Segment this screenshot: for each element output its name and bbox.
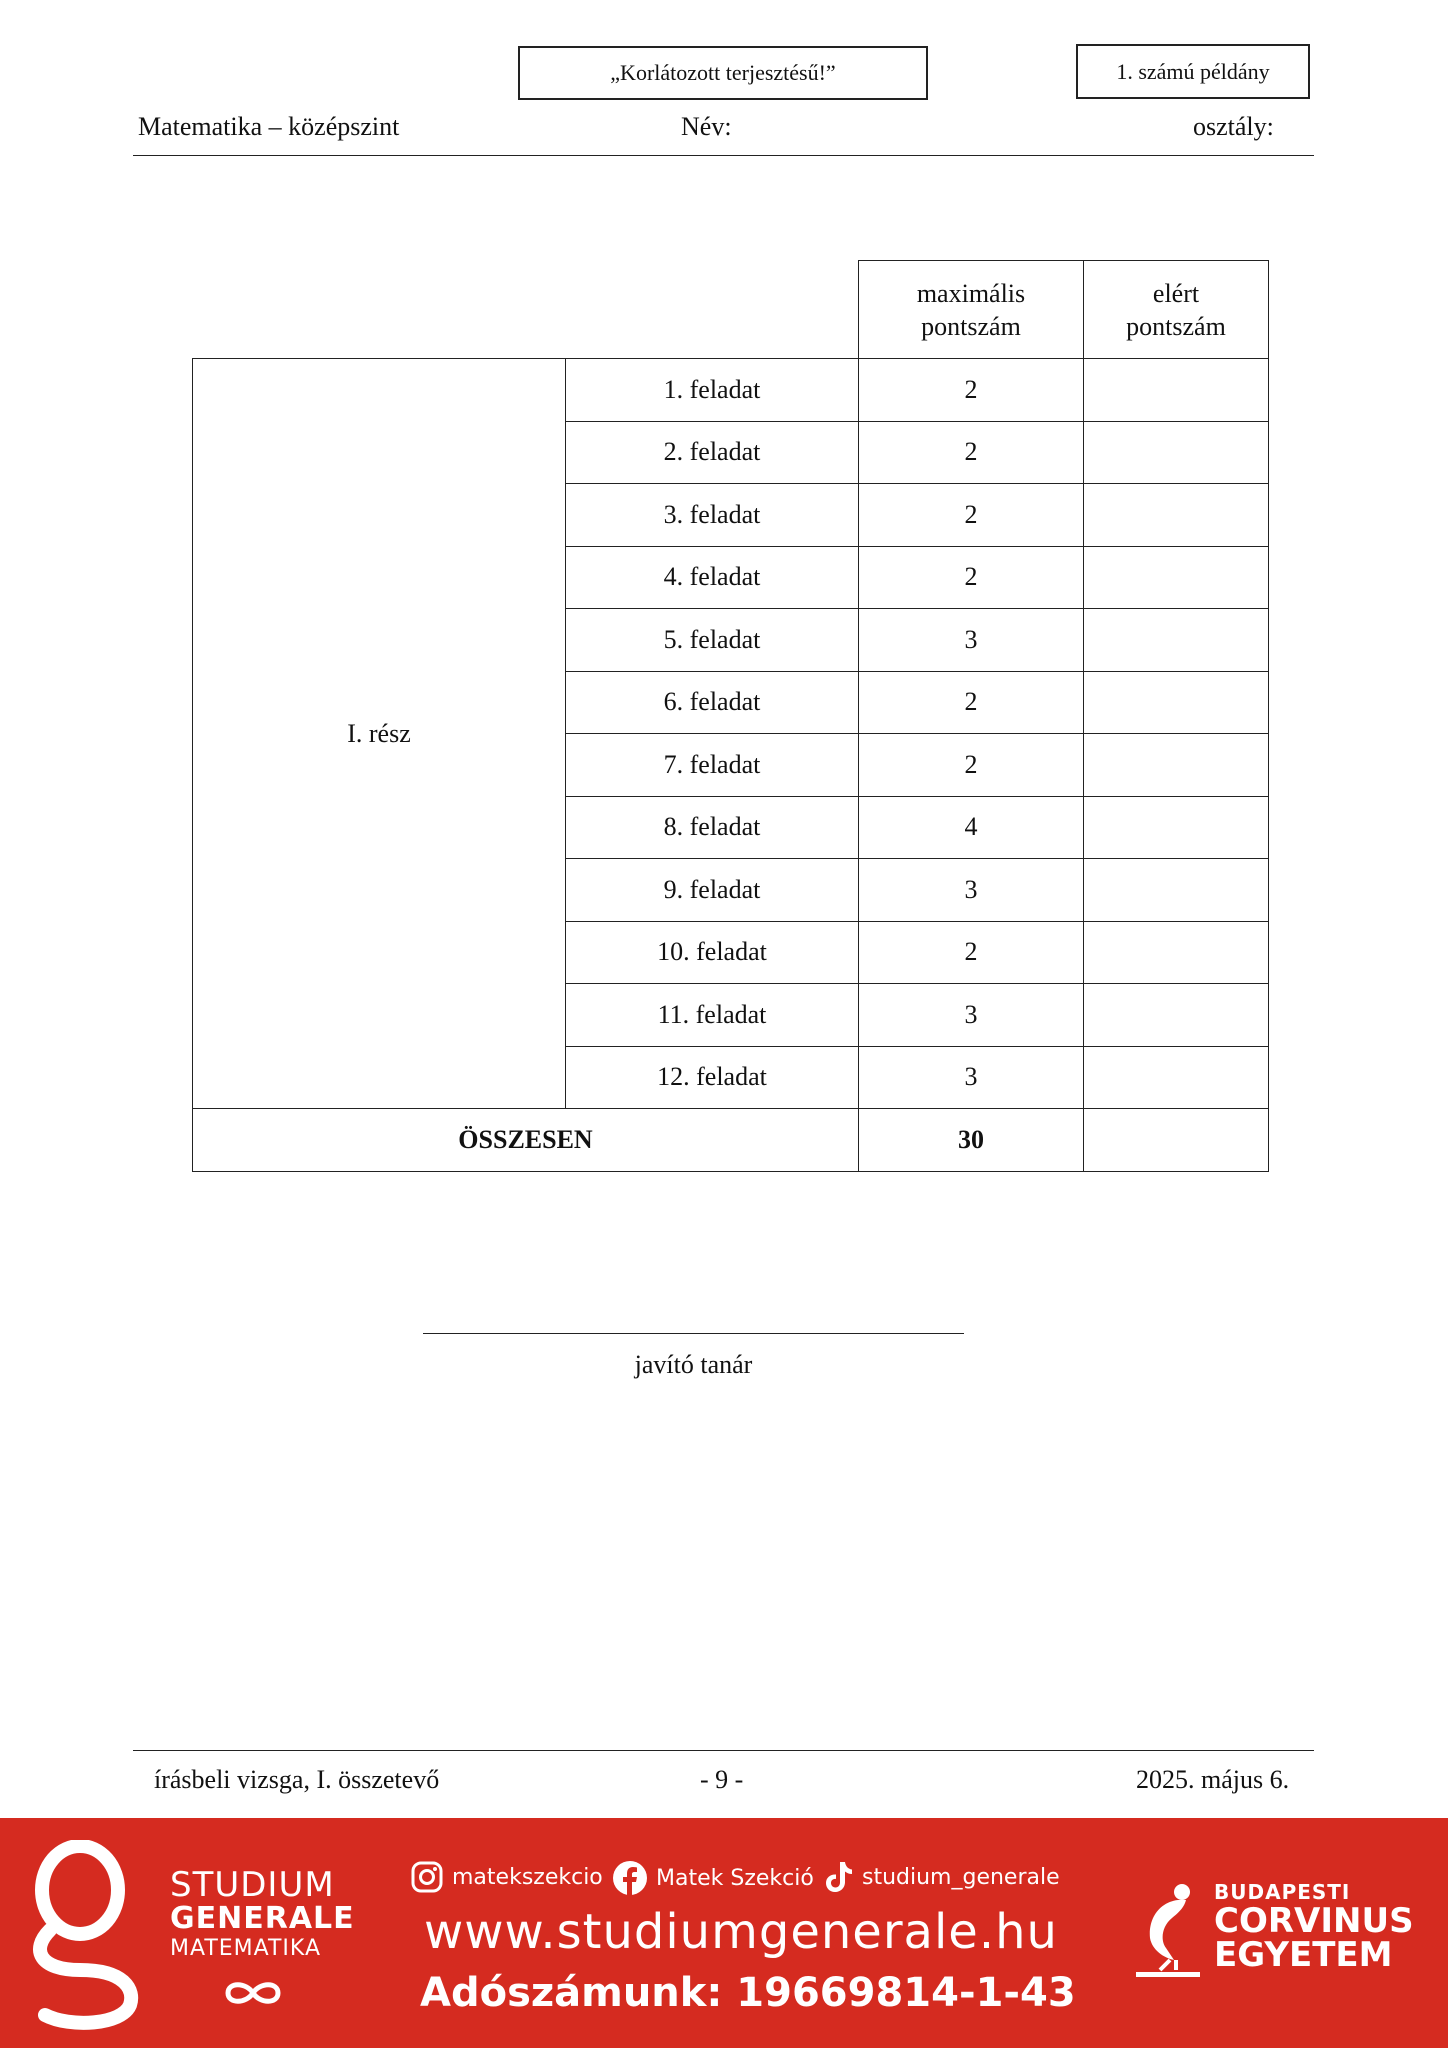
achieved-points-cell[interactable] [1084, 484, 1269, 547]
max-points-cell: 3 [859, 1046, 1084, 1109]
instagram-handle: matekszekcio [452, 1864, 603, 1890]
corvinus-line-corvinus: CORVINUS [1214, 1901, 1414, 1941]
task-label-cell: 3. feladat [566, 484, 859, 547]
max-points-cell: 3 [859, 609, 1084, 672]
class-label: osztály: [1193, 112, 1274, 141]
signature-line [423, 1333, 964, 1334]
task-label-cell: 1. feladat [566, 359, 859, 422]
infinity-icon [222, 1978, 284, 2008]
achieved-points-cell[interactable] [1084, 984, 1269, 1047]
max-points-cell: 2 [859, 359, 1084, 422]
section-label-cell: I. rész [193, 359, 566, 1109]
subject-label: Matematika – középszint [138, 112, 400, 141]
achieved-points-cell[interactable] [1084, 546, 1269, 609]
max-points-cell: 4 [859, 796, 1084, 859]
achieved-points-header-line2: pontszám [1126, 311, 1226, 341]
website-link[interactable]: www.studiumgenerale.hu [424, 1904, 1058, 1960]
max-points-cell: 2 [859, 421, 1084, 484]
name-label: Név: [681, 112, 732, 141]
wordmark-line-generale: GENERALE [170, 1901, 355, 1936]
achieved-points-cell[interactable] [1084, 859, 1269, 922]
achieved-points-cell[interactable] [1084, 421, 1269, 484]
max-points-cell: 2 [859, 671, 1084, 734]
achieved-points-cell[interactable] [1084, 609, 1269, 672]
achieved-points-cell[interactable] [1084, 796, 1269, 859]
restricted-distribution-label: „Korlátozott terjesztésű!” [610, 60, 836, 85]
max-points-cell: 2 [859, 921, 1084, 984]
task-label-cell: 9. feladat [566, 859, 859, 922]
max-points-header-line2: pontszám [921, 311, 1021, 341]
footer-date: 2025. május 6. [1136, 1765, 1290, 1794]
max-points-cell: 3 [859, 984, 1084, 1047]
achieved-points-cell[interactable] [1084, 734, 1269, 797]
corvinus-line-egyetem: EGYETEM [1214, 1935, 1393, 1975]
task-label-cell: 11. feladat [566, 984, 859, 1047]
total-label-cell: ÖSSZESEN [193, 1109, 859, 1172]
score-table [192, 260, 1269, 1172]
studium-generale-g-logo-icon [30, 1840, 140, 2030]
achieved-points-cell[interactable] [1084, 921, 1269, 984]
achieved-points-header [1084, 261, 1269, 359]
sponsor-banner [0, 1818, 1448, 2048]
tiktok-handle: studium_generale [862, 1864, 1060, 1890]
facebook-handle: Matek Szekció [656, 1865, 814, 1891]
total-achieved-cell[interactable] [1084, 1109, 1269, 1172]
task-label-cell: 2. feladat [566, 421, 859, 484]
facebook-icon [612, 1860, 648, 1896]
task-label-cell: 5. feladat [566, 609, 859, 672]
social-tiktok[interactable] [824, 1860, 1060, 1894]
total-row [193, 1109, 1269, 1172]
max-points-cell: 3 [859, 859, 1084, 922]
social-facebook[interactable] [612, 1860, 814, 1896]
social-instagram[interactable] [410, 1860, 603, 1894]
table-header-blank [193, 261, 859, 359]
wordmark-line-studium: STUDIUM [170, 1865, 335, 1905]
corvinus-wordmark [1214, 1880, 1414, 1975]
task-label-cell: 8. feladat [566, 796, 859, 859]
task-label-cell: 10. feladat [566, 921, 859, 984]
corvinus-raven-logo-icon [1130, 1878, 1206, 1978]
task-label-cell: 4. feladat [566, 546, 859, 609]
copy-number-label: 1. számú példány [1116, 58, 1270, 84]
task-label-cell: 7. feladat [566, 734, 859, 797]
wordmark-line-matematika: MATEMATIKA [170, 1936, 322, 1961]
achieved-points-header-line1: elért [1152, 278, 1200, 308]
max-points-cell: 2 [859, 484, 1084, 547]
footer-page-number: - 9 - [700, 1765, 744, 1794]
table-header-row [193, 261, 1269, 359]
task-label-cell: 12. feladat [566, 1046, 859, 1109]
achieved-points-cell[interactable] [1084, 671, 1269, 734]
copy-number-box [1076, 44, 1310, 99]
instagram-icon [410, 1860, 444, 1894]
tax-id-label: Adószámunk: 19669814-1-43 [420, 1970, 1076, 2016]
max-points-header [859, 261, 1084, 359]
corvinus-line-budapesti: BUDAPESTI [1214, 1880, 1351, 1904]
total-max-cell: 30 [859, 1109, 1084, 1172]
task-label-cell: 6. feladat [566, 671, 859, 734]
restricted-distribution-box [518, 46, 928, 100]
grader-label: javító tanár [634, 1350, 753, 1379]
max-points-cell: 2 [859, 546, 1084, 609]
max-points-cell: 2 [859, 734, 1084, 797]
footer-exam-part: írásbeli vizsga, I. összetevő [154, 1765, 440, 1794]
studium-generale-wordmark [170, 1865, 355, 1961]
table-row [193, 359, 1269, 422]
footer-divider [133, 1750, 1314, 1751]
tiktok-icon [824, 1860, 854, 1894]
achieved-points-cell[interactable] [1084, 359, 1269, 422]
achieved-points-cell[interactable] [1084, 1046, 1269, 1109]
header-divider [133, 155, 1314, 156]
max-points-header-line1: maximális [916, 278, 1026, 308]
